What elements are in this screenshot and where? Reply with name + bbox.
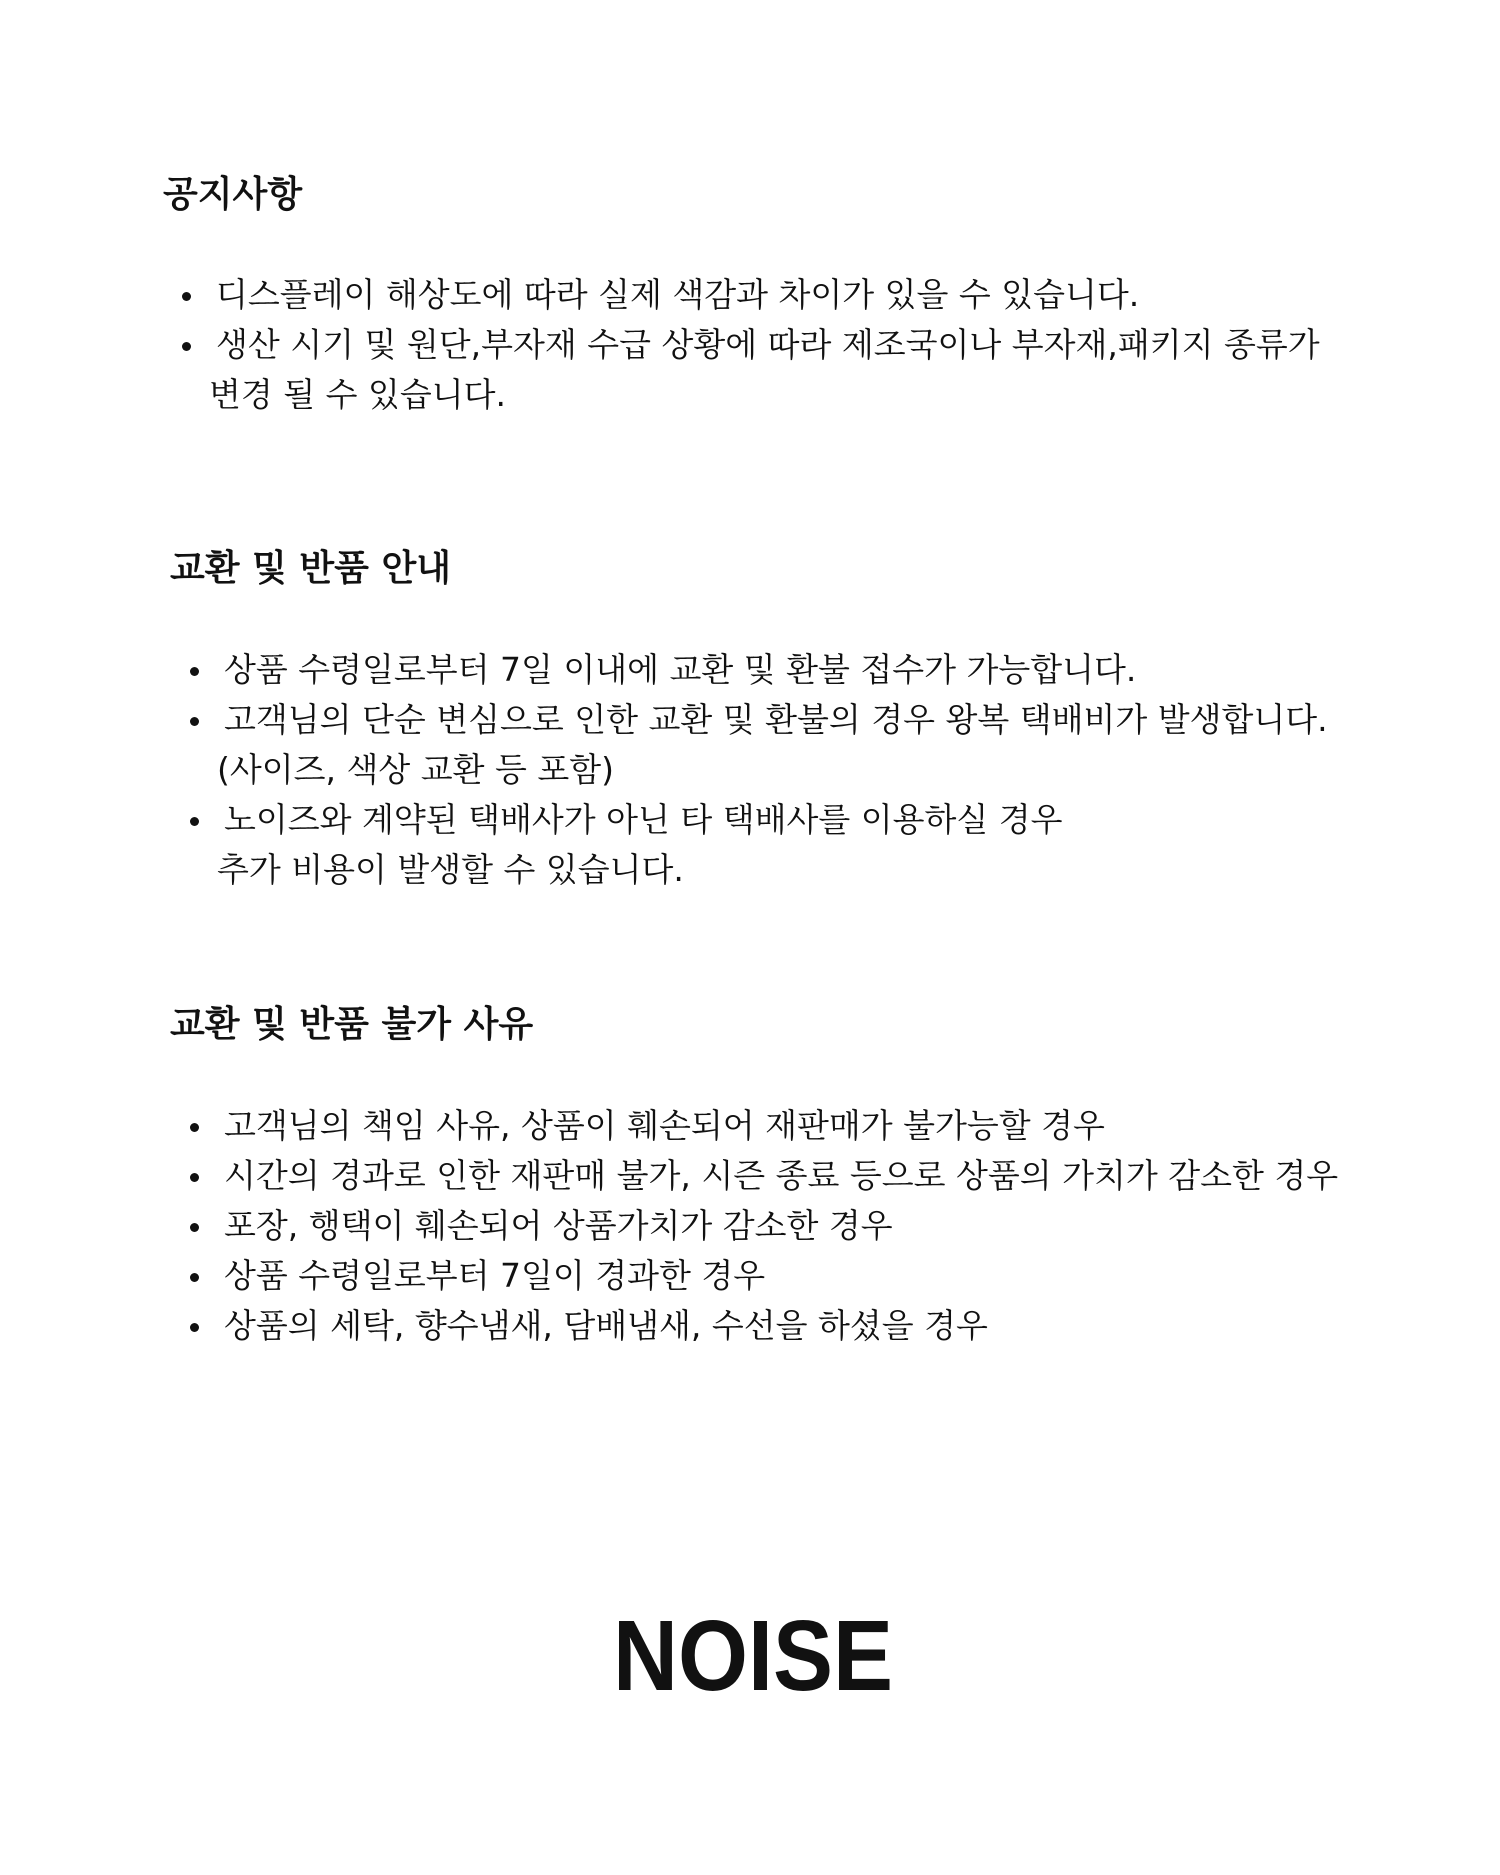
restrictions-list	[190, 1101, 1338, 1351]
section-title-notice: 공지사항	[163, 174, 303, 215]
noise-logo	[613, 1600, 893, 1712]
list-item-text: 고객님의 책임 사유, 상품이 훼손되어 재판매가 불가능할 경우	[224, 1106, 1105, 1145]
list-item-text: 고객님의 단순 변심으로 인한 교환 및 환불의 경우 왕복 택배비가 발생합니다.	[224, 700, 1328, 739]
list-item-text-continued: 변경 될 수 있습니다.	[209, 375, 506, 414]
bullet-icon	[182, 342, 191, 351]
bullet-icon	[190, 1323, 199, 1332]
bullet-icon	[190, 1223, 199, 1232]
bullet-icon	[182, 292, 191, 301]
list-item	[190, 1151, 1338, 1201]
list-item-text: 생산 시기 및 원단,부자재 수급 상황에 따라 제조국이나 부자재,패키지 종류가	[216, 325, 1320, 364]
list-item-text: 시간의 경과로 인한 재판매 불가, 시즌 종료 등으로 상품의 가치가 감소한 경우	[224, 1156, 1339, 1195]
bullet-icon	[190, 667, 199, 676]
list-item-text: 상품 수령일로부터 7일 이내에 교환 및 환불 접수가 가능합니다.	[224, 650, 1137, 689]
notice-list	[182, 270, 1320, 420]
list-item-text: 디스플레이 해상도에 따라 실제 색감과 차이가 있을 수 있습니다.	[216, 275, 1140, 314]
list-item	[190, 695, 1328, 795]
list-item	[190, 1251, 1338, 1301]
list-item-text: 상품 수령일로부터 7일이 경과한 경우	[224, 1256, 766, 1295]
logo-wordmark: NOISE	[613, 1600, 893, 1712]
bullet-icon	[190, 717, 199, 726]
list-item	[182, 320, 1320, 420]
bullet-icon	[190, 817, 199, 826]
list-item	[190, 1201, 1338, 1251]
list-item	[190, 645, 1328, 695]
list-item-text-continued: (사이즈, 색상 교환 등 포함)	[217, 750, 614, 789]
list-item-text: 포장, 행택이 훼손되어 상품가치가 감소한 경우	[224, 1206, 893, 1245]
list-item	[190, 1301, 1338, 1351]
bullet-icon	[190, 1123, 199, 1132]
exchange-guide-list	[190, 645, 1328, 895]
section-title-restrictions: 교환 및 반품 불가 사유	[170, 1004, 534, 1045]
section-title-exchange-guide: 교환 및 반품 안내	[170, 548, 452, 589]
list-item	[190, 795, 1328, 895]
list-item-text-continued: 추가 비용이 발생할 수 있습니다.	[217, 850, 684, 889]
list-item	[190, 1101, 1338, 1151]
list-item-text: 노이즈와 계약된 택배사가 아닌 타 택배사를 이용하실 경우	[224, 800, 1063, 839]
bullet-icon	[190, 1273, 199, 1282]
list-item	[182, 270, 1320, 320]
bullet-icon	[190, 1173, 199, 1182]
noise-logo-icon	[613, 1600, 893, 1712]
list-item-text: 상품의 세탁, 향수냄새, 담배냄새, 수선을 하셨을 경우	[224, 1306, 988, 1345]
